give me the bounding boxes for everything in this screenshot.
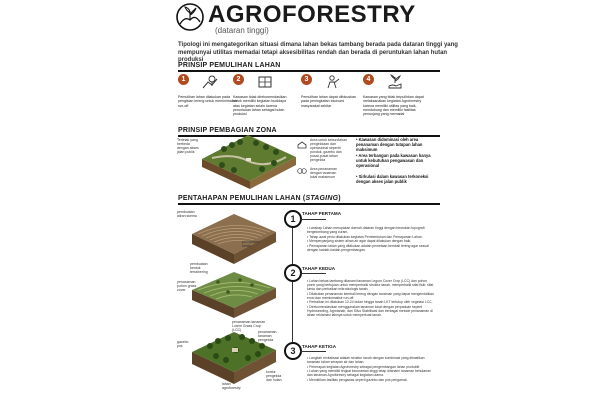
prinsip-item-4 bbox=[363, 74, 431, 116]
farmer-icon bbox=[325, 74, 341, 90]
stage-connector bbox=[300, 219, 326, 220]
stage-label: penanaman pohon grass cover bbox=[177, 280, 197, 293]
stage-bullet: • Memperpanjang sistem aliran air agar dapat dilakukan dengan baik. bbox=[307, 239, 412, 244]
stage-bullet-text: Direkomendasikan menggunakan tanaman lokal dengan perpaduan seperti Hydroseeding, Agrotanah, dan Silvo Stabilisasi dan berbagai metode penanaman di lahan reklamasi lainnya untuk memperkuat tanah. bbox=[307, 304, 433, 317]
section-title-prinsip: PRINSIP PEMULIHAN LAHAN bbox=[178, 62, 281, 69]
stage-bullet-text: Perbaikan ini dilakukan 12-24 bulan hingga tanah LKT tertutup oleh vegetasi LCC. bbox=[309, 300, 433, 305]
header bbox=[175, 2, 416, 35]
prinsip-text: Kawasan tidak direkomendasikan untuk memiliki kegiatan budidaya atau kegiatan selain karena peruntukan lahan sebagai hutan produksi bbox=[233, 95, 287, 117]
stage-bullet-text: Langkah revitalisasi adalah struktur tanah dengan kombinasi yang dihasilkan tanaman tahan serapan air dan lahan. bbox=[307, 356, 425, 365]
staging-title-em: STAGING bbox=[305, 195, 339, 202]
stage-1-illustration bbox=[188, 210, 280, 268]
mine-tree-icon bbox=[202, 74, 218, 90]
stage-bullet: • Lahan bekas tambang ditanami tanaman Legum Cover Crop (LCC) dan pohon pionir yang bertujuan untuk memperbaiki struktur tanah, memperbaiki sifat fisik, sifat kimia dan perbaikan mikrobiologis tanah. bbox=[307, 279, 434, 292]
stage-bullet-text: Penerapan kegiatan Agroforestry sebagai pengembangan lahan produktif. bbox=[309, 364, 421, 369]
stage-bullet: • Mendirikan fasilitas pengawas seperti gazebo dan pos pengamat. bbox=[307, 377, 408, 382]
zona-bullet-3: • Sirkulasi dalam kawasan terkoneksi dengan akses jalan publik bbox=[356, 174, 429, 184]
staging-title-end: ) bbox=[338, 195, 341, 202]
stage-bullet-text: Tahap awal perlu dilakukan kegiatan Pembentukan dan Pemapanan Lahan. bbox=[309, 234, 423, 239]
stage-body-3 bbox=[307, 356, 435, 382]
stage-bullet: • Penerapan kegiatan Agroforestry sebagai pengembangan lahan produktif. bbox=[307, 364, 421, 369]
zona-bullet-1: • Kawasan didominasi oleh area penanaman dengan tutupan lahan maksimum bbox=[356, 137, 423, 152]
prinsip-item-3 bbox=[301, 74, 361, 108]
prinsip-item-2 bbox=[233, 74, 293, 116]
stage-body-2 bbox=[307, 279, 435, 317]
section-rule bbox=[178, 70, 440, 72]
stage-number-2: 2 bbox=[284, 264, 302, 282]
step-number: 2 bbox=[233, 74, 244, 85]
building-icon bbox=[297, 141, 307, 149]
prinsip-text: Kawasan yang tidak terpulihkan dapat melaksanakan kegiatan Agroforestry karena memiliki utilitas yang baik, mendukung dan memiliki fasilitas penunjang yang memadai bbox=[363, 95, 424, 117]
stage-bullet: • Direkomendasikan menggunakan tanaman lokal dengan perpaduan seperti Hydroseeding, Agrotanah, dan Silvo Stabilisasi dan berbagai metode penanaman di lahan reklamasi lainnya untuk memperkuat tanah. bbox=[307, 304, 433, 317]
stage-2-illustration bbox=[188, 268, 280, 322]
stage-bullet-text: Lanskap Lahan merupakan daerah dataran tinggi dengan bentukan topografi bergelombang yang curam. bbox=[307, 226, 425, 235]
stage-bullet: • Lahan yang memiliki tingkat kecuraman tinggi tetap ditanami tanaman kehutanan dan tanaman Agroforestry sebagai kegiatan utama. bbox=[307, 369, 431, 378]
zona-bullet-text: Area terbangun pada kawasan hanya untuk kebutuhan pengawasan dan operasional bbox=[356, 153, 431, 168]
step-number: 4 bbox=[363, 74, 374, 85]
stage-label: gazebo pos bbox=[177, 340, 189, 349]
stage-title-1: TAHAP PERTAMA bbox=[302, 211, 342, 216]
stage-bullet-text: Memperpanjang sistem aliran air agar dapat dilakukan dengan baik. bbox=[309, 239, 412, 244]
zona-bullet-2: • Area terbangun pada kawasan hanya untuk kebutuhan pengawasan dan operasional bbox=[356, 153, 431, 168]
intro-text: Tipologi ini mengategorikan situasi dimana lahan bekas tambang berada pada dataran tinggi yang mempunyai utilitas memadai tetapi aksesibilitas rendah dan berada di peruntukan lahan hutan produksi bbox=[178, 42, 458, 63]
stage-number-3: 3 bbox=[284, 342, 302, 360]
stage-bullet: • Langkah revitalisasi adalah struktur tanah dengan kombinasi yang dihasilkan tanaman tahan serapan air dan lahan. bbox=[307, 356, 425, 365]
stage-bullet: • Pemapanan lahan yang dilakukan adalah pemetaan kembali lereng agar sesuai dengan kaidah-kaidah pengembangan. bbox=[307, 243, 429, 252]
step-number: 1 bbox=[178, 74, 189, 85]
zona-bullet-text: Sirkulasi dalam kawasan terkoneksi dengan akses jalan publik bbox=[356, 174, 429, 184]
stage-bullet: • Perbaikan ini dilakukan 12-24 bulan hingga tanah LKT tertutup oleh vegetasi LCC. bbox=[307, 300, 433, 305]
stage-bullet-text: Mendirikan fasilitas pengawas seperti gazebo dan pos pengamat. bbox=[309, 377, 408, 382]
stage-label: lahan agroforestry bbox=[222, 382, 241, 391]
stage-label: penanaman tanaman Lorem Grass Crop (LCC) bbox=[232, 320, 266, 333]
stage-bullet: • Tahap awal perlu dilakukan kegiatan Pembentukan dan Pemapanan Lahan. bbox=[307, 234, 423, 239]
stage-bullet: • Dilakukan penanaman kembali lereng dengan tanaman yang dapat mengendalikan erosi dan meminimalisir run-off. bbox=[307, 291, 434, 300]
stage-label: pembuatan bentuk terrainering bbox=[190, 262, 208, 275]
stage-label: pembuatan aliran skema bbox=[177, 210, 197, 219]
prinsip-text: Pemulihan lahan dapat difokuskan pada peningkatan ekonomi masyarakat sekitar bbox=[301, 95, 356, 108]
stage-bullet-text: Lahan yang memiliki tingkat kecuraman tinggi tetap ditanami tanaman kehutanan dan tanaman Agroforestry sebagai kegiatan utama. bbox=[307, 369, 431, 378]
zona-label-right-2: Area penanaman dengan tanaman lokal maksimum bbox=[310, 167, 337, 180]
section-title-staging bbox=[178, 195, 341, 202]
stage-bullet-text: Lahan bekas tambang ditanami tanaman Legum Cover Crop (LCC) dan pohon pionir yang bertujuan untuk memperbaiki struktur tanah, memperbaiki sifat fisik, sifat kimia dan perbaikan mikrobiologis tanah. bbox=[307, 279, 434, 292]
stage-label: pemadatan tanah bbox=[242, 240, 260, 249]
stage-title-2: TAHAP KEDUA bbox=[302, 266, 336, 271]
prinsip-item-1 bbox=[178, 74, 238, 108]
zone-illustration bbox=[194, 133, 302, 191]
zona-bullet-text: Kawasan didominasi oleh area penanaman dengan tutupan lahan maksimum bbox=[356, 137, 423, 152]
stage-bullet-text: Pemapanan lahan yang dilakukan adalah pemetaan kembali lereng agar sesuai dengan kaidah-kaidah pengembangan. bbox=[307, 243, 429, 252]
stage-connector bbox=[300, 273, 326, 274]
stage-connector-line bbox=[292, 282, 293, 342]
stage-title-3: TAHAP KETIGA bbox=[302, 344, 337, 349]
step-number: 3 bbox=[301, 74, 312, 85]
stage-bullet: • Lanskap Lahan merupakan daerah dataran tinggi dengan bentukan topografi bergelombang yang curam. bbox=[307, 226, 425, 235]
stage-body-1 bbox=[307, 226, 435, 252]
stage-label: kontur pengelola dan hutan bbox=[266, 370, 282, 383]
zona-label-left: Terletak yang berbeda dengan akses jalan publik bbox=[177, 138, 199, 155]
plant-hand-icon bbox=[387, 74, 403, 90]
land-plan-icon bbox=[257, 74, 273, 90]
stage-bullet-text: Dilakukan penanaman kembali lereng dengan tanaman yang dapat mengendalikan erosi dan meminimalisir run-off. bbox=[307, 291, 434, 300]
stage-number-1: 1 bbox=[284, 210, 302, 228]
stage-label: penanaman tanaman pengelola bbox=[258, 330, 277, 343]
page-title: AGROFORESTRY bbox=[208, 1, 416, 28]
section-rule bbox=[178, 203, 440, 205]
tree-cluster-icon bbox=[297, 167, 307, 175]
prinsip-text: Pemulihan lahan dilakukan pada pengisian lereng untuk meminimalisir run-off bbox=[178, 95, 238, 108]
staging-title-main: PENTAHAPAN PEMULIHAN LAHAN ( bbox=[178, 195, 306, 202]
page-subtitle: (dataran tinggi) bbox=[215, 26, 269, 35]
zona-label-right-1: Area untuk kebun/lahan pengelolaan dan operasional sepertri pondok, gazebo dan pusat-pusat lahan pengelola bbox=[310, 138, 347, 163]
section-title-zona: PRINSIP PEMBAGIAN ZONA bbox=[178, 127, 277, 134]
agroforestry-logo-icon bbox=[175, 2, 205, 32]
stage-connector-line bbox=[292, 224, 293, 264]
stage-connector bbox=[300, 351, 326, 352]
